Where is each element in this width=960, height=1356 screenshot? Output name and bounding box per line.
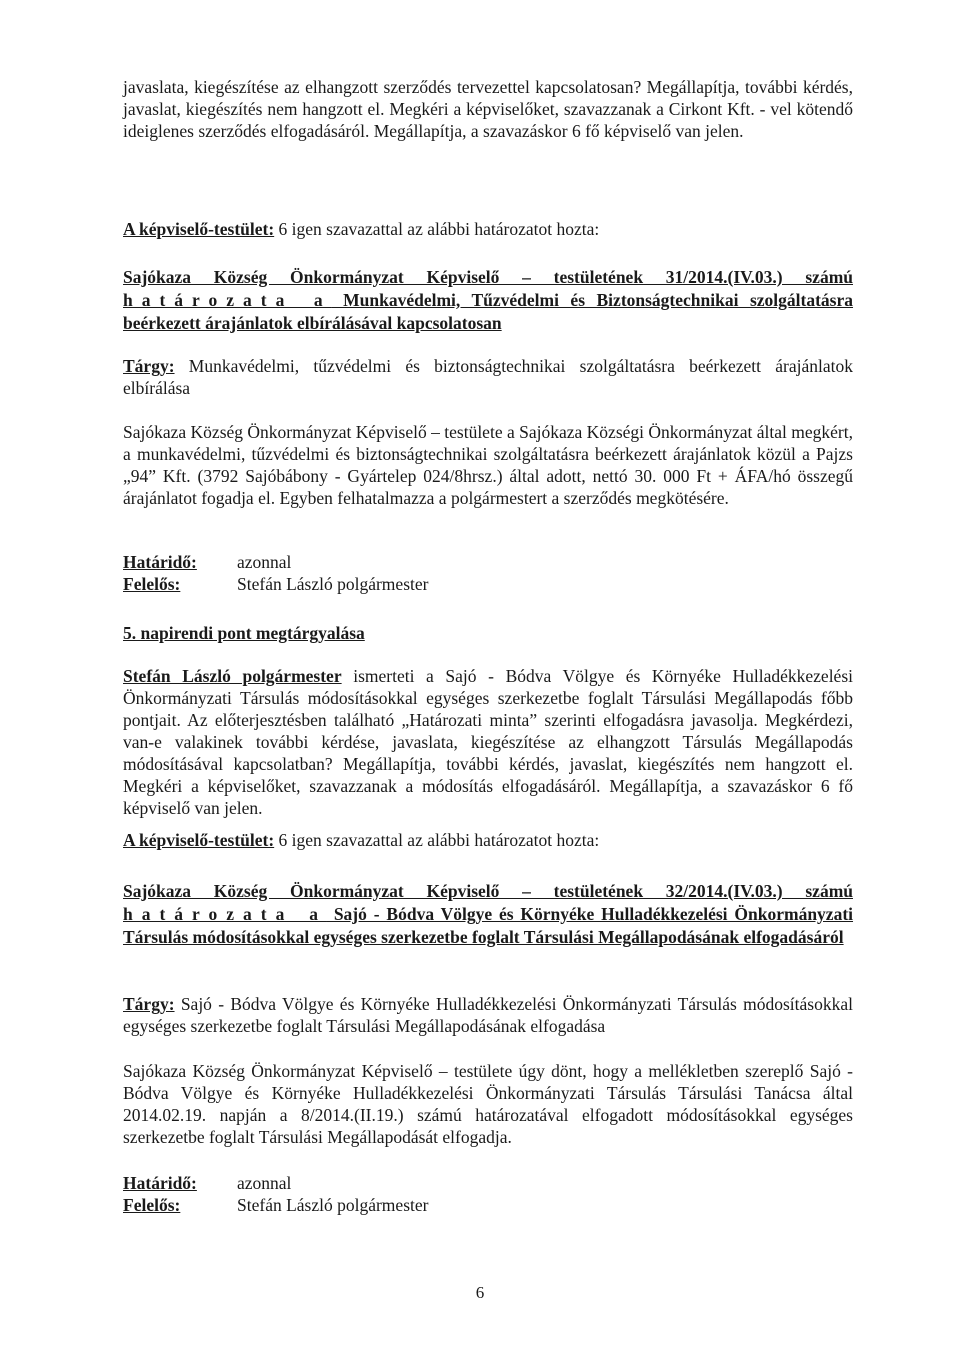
responsible-label: Felelős: xyxy=(123,1195,181,1215)
agenda-paragraph xyxy=(123,665,853,819)
subject-label: Tárgy: xyxy=(123,356,175,376)
deadline-label: Határidő: xyxy=(123,1173,197,1193)
subject-text: Munkavédelmi, tűzvédelmi és biztonságtechnikai szolgáltatásra beérkezett árajánlatok elbírálása xyxy=(123,356,853,398)
resolution-2-title xyxy=(123,880,853,949)
vote-statement-1 xyxy=(123,218,853,240)
responsible-value: Stefán László polgármester xyxy=(237,574,429,594)
agenda-title: 5. napirendi pont megtárgyalása xyxy=(123,623,365,643)
resolution-2-title-part-b: Sajó - Bódva Völgye és Környéke Hulladékkezelési Önkormányzati Társulás módosításokkal egységes szerkezetbe foglalt Társulási Megállapodásának elfogadásáról xyxy=(123,904,854,947)
resolution-1-title xyxy=(123,266,853,335)
resolution-2-meta xyxy=(123,1172,853,1216)
vote-label: A képviselő-testület: xyxy=(123,830,275,850)
agenda-text: ismerteti a Sajó - Bódva Völgye és Környéke Hulladékkezelési Önkormányzati Társulás módosításokkal egységes szerkezetbe foglalt Társulási Megállapodás főbb pontjait. Az előterjesztésben található „Határozati minta” szerinti elfogadásra javasolja. Megkérdezi, van-e valakinek további kérdése, javaslata, kiegészítése az elhangzott Társulás Megállapodás módosításával kapcsolatban? Megállapítja, további kérdés, javaslat, kiegészítés nem hangzott el. Megkéri a képviselőket, szavazzanak a módosítás elfogadásáról. Megállapítja, a szavazáskor 6 fő képviselő van jelen. xyxy=(123,666,853,818)
resolution-1-meta xyxy=(123,551,853,595)
resolution-1-title-part-b: Munkavédelmi, Tűzvédelmi és Biztonságtechnikai szolgáltatásra beérkezett árajánlatok elbírálásával kapcsolatosan xyxy=(123,290,854,333)
resolution-2-subject xyxy=(123,993,853,1037)
resolution-2-body: Sajókaza Község Önkormányzat Képviselő – testülete úgy dönt, hogy a mellékletben szereplő Sajó - Bódva Völgye és Környéke Hulladékkezelési Önkormányzati Társulás Társulási Tanácsa által 2014.02.19. napján a 8/2014.(II.19.) számú határozatával elfogadott módosításokkal egységes szerkezetbe foglalt Társulási Megállapodását elfogadja. xyxy=(123,1061,853,1147)
responsible-label: Felelős: xyxy=(123,574,181,594)
vote-text: 6 igen szavazattal az alábbi határozatot hozta: xyxy=(274,830,600,850)
intro-paragraph: javaslata, kiegészítése az elhangzott szerződés tervezettel kapcsolatosan? Megállapítja, további kérdés, javaslat, kiegészítés nem hangzott el. Megkéri a képviselőket, szavazzanak a Cirkont Kft. - vel kötendő ideiglenes szerződés elfogadásáról. Megállapítja, a szavazáskor 6 fő képviselő van jelen. xyxy=(123,77,853,141)
speaker-name: Stefán László polgármester xyxy=(123,666,342,686)
subject-text: Sajó - Bódva Völgye és Környéke Hulladékkezelési Önkormányzati Társulás módosításokkal egységes szerkezetbe foglalt Társulási Megállapodásának elfogadása xyxy=(123,994,853,1036)
deadline-value: azonnal xyxy=(237,1173,292,1193)
resolution-1-subject xyxy=(123,355,853,399)
deadline-label: Határidő: xyxy=(123,552,197,572)
resolution-2-title-part-a: Sajókaza Község Önkormányzat Képviselő – testületének 32/2014.(IV.03.) számú xyxy=(123,881,853,901)
resolution-2-title-spaced: határozata a xyxy=(123,904,327,924)
responsible-value: Stefán László polgármester xyxy=(237,1195,429,1215)
vote-text: 6 igen szavazattal az alábbi határozatot hozta: xyxy=(274,219,600,239)
resolution-1-title-part-a: Sajókaza Község Önkormányzat Képviselő – testületének 31/2014.(IV.03.) számú xyxy=(123,267,853,287)
vote-statement-2 xyxy=(123,829,853,851)
subject-label: Tárgy: xyxy=(123,994,175,1014)
deadline-value: azonnal xyxy=(237,552,292,572)
vote-label: A képviselő-testület: xyxy=(123,219,275,239)
page-number: 6 xyxy=(475,1283,485,1302)
resolution-1-body: Sajókaza Község Önkormányzat Képviselő – testülete a Sajókaza Községi Önkormányzat által megkért, a munkavédelmi, tűzvédelmi és biztonságtechnikai szolgáltatásra beérkezett árajánlatok közül a Pajzs „94” Kft. (3792 Sajóbábony - Gyártelep 024/8hrsz.) által adott, nettó 30. 000 Ft + ÁFA/hó összegű árajánlatot fogadja el. Egyben felhatalmazza a polgármestert a szerződés megkötésére. xyxy=(123,422,853,508)
resolution-1-title-spaced: határozata a xyxy=(123,290,332,310)
